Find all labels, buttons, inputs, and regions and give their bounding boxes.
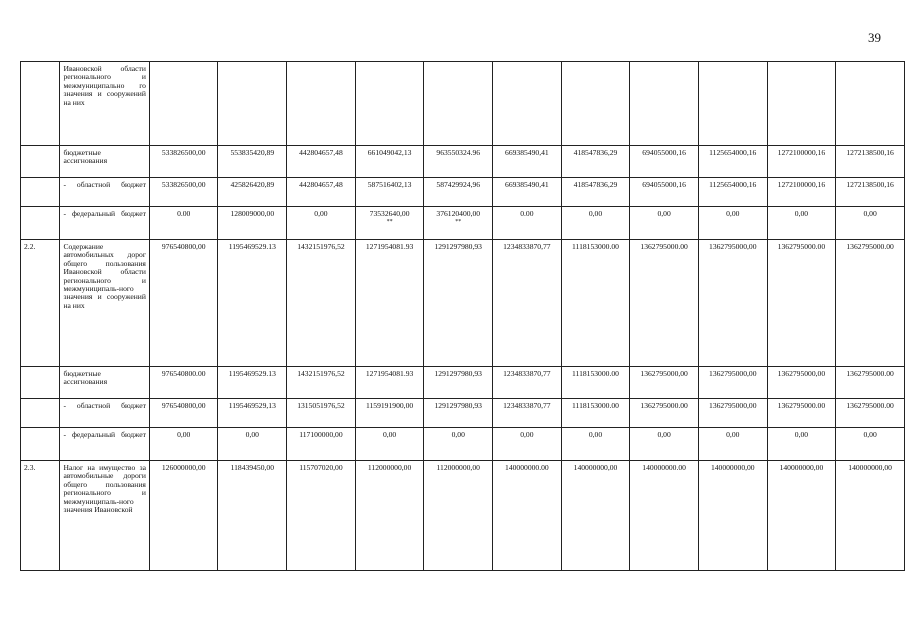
value-cell — [767, 428, 836, 461]
value-cell — [287, 367, 356, 399]
value-cell — [836, 207, 905, 240]
row-name-cell: - федеральный бюджет — [60, 428, 149, 461]
row-number-cell — [21, 178, 60, 207]
value-text: 1195469529,13 — [228, 401, 276, 410]
row-number-cell — [21, 367, 60, 399]
table-row — [21, 146, 905, 178]
value-cell — [698, 399, 767, 428]
value-cell — [561, 207, 630, 240]
row-number-cell — [21, 62, 60, 146]
value-text: 1362795000.00 — [777, 242, 826, 251]
value-text: 1272100000,16 — [777, 148, 826, 157]
value-cell — [698, 62, 767, 146]
value-cell — [561, 399, 630, 428]
value-cell — [767, 62, 836, 146]
value-text: 0,00 — [863, 209, 877, 218]
value-cell — [218, 428, 287, 461]
value-cell — [767, 461, 836, 571]
value-cell — [767, 240, 836, 367]
value-text: 1195469529.13 — [228, 369, 276, 378]
value-text: 1234833870,77 — [503, 369, 551, 378]
value-text: 1195469529.13 — [228, 242, 276, 251]
value-cell — [355, 62, 424, 146]
value-text: 1272138500,16 — [846, 148, 894, 157]
value-cell — [630, 399, 699, 428]
value-cell — [218, 146, 287, 178]
value-cell — [149, 399, 218, 428]
value-text: 1234833870,77 — [503, 242, 551, 251]
value-text: 1125654000,16 — [709, 148, 757, 157]
table-row — [21, 178, 905, 207]
value-text: 418547836,29 — [573, 148, 618, 157]
footnote-mark: ** — [386, 219, 393, 226]
value-text: 1432151976,52 — [297, 369, 345, 378]
value-cell — [836, 62, 905, 146]
value-cell — [287, 62, 356, 146]
value-cell — [493, 399, 562, 428]
value-text: 1291297980,93 — [434, 401, 482, 410]
value-text: 1432151976,52 — [297, 242, 345, 251]
value-cell — [424, 399, 493, 428]
value-text: 0,00 — [794, 430, 809, 439]
value-cell — [287, 146, 356, 178]
value-cell — [218, 240, 287, 367]
value-cell — [836, 178, 905, 207]
value-cell — [287, 207, 356, 240]
value-text: 0,00 — [520, 430, 534, 439]
value-text: 0,00 — [794, 209, 809, 218]
value-cell — [287, 461, 356, 571]
value-text: 0,00 — [657, 430, 671, 439]
value-text: 0,00 — [177, 430, 191, 439]
value-text: 553835420,89 — [230, 148, 275, 157]
value-cell — [836, 240, 905, 367]
value-cell — [493, 461, 562, 571]
value-cell — [355, 428, 424, 461]
value-text: 0,00 — [314, 209, 328, 218]
value-cell — [493, 367, 562, 399]
value-text: 0.00 — [177, 209, 191, 218]
value-cell — [630, 461, 699, 571]
row-name-cell: Ивановской области регионального и межмуниципально го значения и сооружений на них — [60, 62, 149, 146]
value-cell — [698, 428, 767, 461]
value-cell — [493, 240, 562, 367]
value-text: 0,00 — [863, 430, 877, 439]
value-text: 128009000,00 — [230, 209, 275, 218]
value-text: 0,00 — [245, 430, 259, 439]
value-cell — [836, 367, 905, 399]
table-row — [21, 461, 905, 571]
budget-table — [20, 61, 905, 571]
value-cell — [493, 146, 562, 178]
value-text: 1362795000.00 — [846, 242, 894, 251]
value-text: 112000000,00 — [367, 463, 412, 472]
row-number-cell: 2.2. — [21, 240, 60, 367]
value-cell — [767, 178, 836, 207]
value-cell — [630, 62, 699, 146]
value-text: 1118153000.00 — [572, 401, 619, 410]
value-cell — [767, 146, 836, 178]
value-cell — [355, 207, 424, 240]
value-text: 1291297980,93 — [434, 369, 482, 378]
value-cell — [149, 146, 218, 178]
value-text: 1362795000,00 — [709, 401, 757, 410]
value-cell — [218, 178, 287, 207]
value-cell — [561, 367, 630, 399]
value-text: 115707020,00 — [299, 463, 343, 472]
value-text: 0,00 — [726, 430, 740, 439]
row-number-cell — [21, 207, 60, 240]
value-text: 533826500,00 — [161, 148, 206, 157]
value-text: 669385490,41 — [505, 180, 549, 189]
value-text: 669385490,41 — [505, 148, 549, 157]
value-cell — [698, 240, 767, 367]
value-text: 140000000,00 — [710, 463, 755, 472]
value-text: 1362795000,00 — [709, 369, 757, 378]
row-name-cell: - областной бюджет — [60, 178, 149, 207]
value-text: 1362795000,00 — [709, 242, 757, 251]
value-text: 0,00 — [382, 430, 397, 439]
value-cell — [149, 178, 218, 207]
value-cell — [424, 428, 493, 461]
value-cell — [561, 240, 630, 367]
value-cell — [149, 240, 218, 367]
value-text: 418547836,29 — [573, 180, 618, 189]
value-text: 0,00 — [588, 430, 603, 439]
value-cell — [355, 178, 424, 207]
value-cell — [424, 62, 493, 146]
value-text: 73532640,00 — [369, 209, 410, 218]
value-cell — [149, 367, 218, 399]
value-text: 1291297980,93 — [434, 242, 482, 251]
value-text: 442804657,48 — [299, 148, 343, 157]
value-cell — [287, 240, 356, 367]
table-body — [21, 62, 905, 571]
value-cell — [836, 399, 905, 428]
value-text: 1272100000,16 — [777, 180, 826, 189]
value-text: 1362795000.00 — [846, 401, 894, 410]
footnote-mark: ** — [455, 219, 462, 226]
value-cell — [493, 62, 562, 146]
value-cell — [630, 428, 699, 461]
value-cell — [218, 207, 287, 240]
table-row — [21, 207, 905, 240]
value-text: 0,00 — [657, 209, 671, 218]
table-row — [21, 240, 905, 367]
row-name-cell: Содержание автомобильных дорог общего пользования Ивановской области регионального и межмуниципаль-ного значения и сооружений на них — [60, 240, 149, 367]
value-text: 140000000,00 — [848, 463, 892, 472]
value-text: 140000000,00 — [573, 463, 618, 472]
value-text: 694055000,16 — [642, 148, 686, 157]
row-number-cell — [21, 428, 60, 461]
value-text: 1362795000,00 — [777, 369, 826, 378]
value-text: 1315051976,52 — [297, 401, 345, 410]
value-cell — [424, 367, 493, 399]
value-cell — [836, 146, 905, 178]
value-text: 587516402,13 — [367, 180, 412, 189]
value-text: 140000000.00 — [505, 463, 549, 472]
value-cell — [424, 240, 493, 367]
value-cell — [287, 399, 356, 428]
value-cell — [149, 461, 218, 571]
value-text: 140000000.00 — [642, 463, 686, 472]
value-cell — [218, 461, 287, 571]
row-number-cell — [21, 146, 60, 178]
value-text: 118439450,00 — [230, 463, 274, 472]
value-cell — [698, 178, 767, 207]
value-cell — [493, 428, 562, 461]
value-cell — [767, 399, 836, 428]
value-text: 1118153000.00 — [572, 242, 619, 251]
value-cell — [149, 62, 218, 146]
value-text: 0,00 — [726, 209, 740, 218]
table-row — [21, 367, 905, 399]
table-row — [21, 428, 905, 461]
value-text: 963550324.96 — [436, 148, 481, 157]
value-cell — [630, 240, 699, 367]
value-cell — [561, 178, 630, 207]
value-text: 117100000,00 — [299, 430, 343, 439]
row-name-cell: бюджетные ассигнования — [60, 367, 149, 399]
value-text: 1118153000.00 — [572, 369, 619, 378]
value-cell — [698, 207, 767, 240]
value-cell — [424, 461, 493, 571]
value-cell — [355, 399, 424, 428]
value-cell — [493, 178, 562, 207]
value-cell — [698, 146, 767, 178]
value-cell — [149, 207, 218, 240]
value-cell — [630, 146, 699, 178]
value-text: 1234833870,77 — [503, 401, 551, 410]
value-text: 976540800,00 — [161, 401, 206, 410]
value-cell — [561, 146, 630, 178]
value-text: 694055000,16 — [642, 180, 686, 189]
row-number-cell: 2.3. — [21, 461, 60, 571]
value-text: 1362795000.00 — [846, 369, 894, 378]
value-cell — [287, 178, 356, 207]
value-cell — [493, 207, 562, 240]
value-cell — [630, 367, 699, 399]
value-text: 126000000,00 — [161, 463, 206, 472]
value-text: 0,00 — [451, 430, 465, 439]
value-cell — [424, 178, 493, 207]
row-name-cell: - федеральный бюджет — [60, 207, 149, 240]
value-text: 1125654000,16 — [709, 180, 757, 189]
value-text: 587429924,96 — [436, 180, 481, 189]
value-cell — [767, 367, 836, 399]
value-cell — [218, 62, 287, 146]
value-cell — [355, 240, 424, 367]
value-cell — [698, 367, 767, 399]
table-row — [21, 399, 905, 428]
value-cell — [767, 207, 836, 240]
value-cell — [424, 146, 493, 178]
value-text: 1159191900,00 — [365, 401, 414, 410]
value-cell — [630, 207, 699, 240]
value-text: 976540800.00 — [161, 369, 206, 378]
row-name-cell: - областной бюджет — [60, 399, 149, 428]
value-text: 1362795000,00 — [640, 369, 688, 378]
value-text: 376120400,00 — [436, 209, 481, 218]
value-text: 533826500,00 — [161, 180, 206, 189]
value-text: 140000000,00 — [779, 463, 824, 472]
value-cell — [836, 461, 905, 571]
value-text: 0.00 — [520, 209, 534, 218]
value-cell — [561, 428, 630, 461]
value-text: 1362795000.00 — [640, 401, 688, 410]
row-name-cell: Налог на имущество за автомобильные дороги общего пользования регионального и межмуниципаль-ного значения Ивановской — [60, 461, 149, 571]
value-text: 442804657,48 — [299, 180, 343, 189]
value-text: 1362795000.00 — [640, 242, 688, 251]
value-cell — [698, 461, 767, 571]
table-row — [21, 62, 905, 146]
row-name-cell: бюджетные ассигнования — [60, 146, 149, 178]
value-cell — [836, 428, 905, 461]
value-text: 661049042,13 — [367, 148, 412, 157]
value-cell — [561, 62, 630, 146]
value-text: 1271954081.93 — [365, 242, 414, 251]
value-cell — [355, 461, 424, 571]
value-text: 112000000,00 — [436, 463, 480, 472]
value-text: 1271954081.93 — [365, 369, 414, 378]
value-cell — [218, 399, 287, 428]
value-cell — [424, 207, 493, 240]
value-cell — [287, 428, 356, 461]
value-text: 1272138500,16 — [846, 180, 894, 189]
value-cell — [149, 428, 218, 461]
value-cell — [355, 367, 424, 399]
value-cell — [561, 461, 630, 571]
value-cell — [630, 178, 699, 207]
value-text: 425826420,89 — [230, 180, 275, 189]
value-text: 976540800,00 — [161, 242, 206, 251]
value-cell — [355, 146, 424, 178]
row-number-cell — [21, 399, 60, 428]
value-text: 1362795000.00 — [777, 401, 826, 410]
value-cell — [218, 367, 287, 399]
page-number: 39 — [868, 30, 881, 45]
value-text: 0,00 — [588, 209, 603, 218]
